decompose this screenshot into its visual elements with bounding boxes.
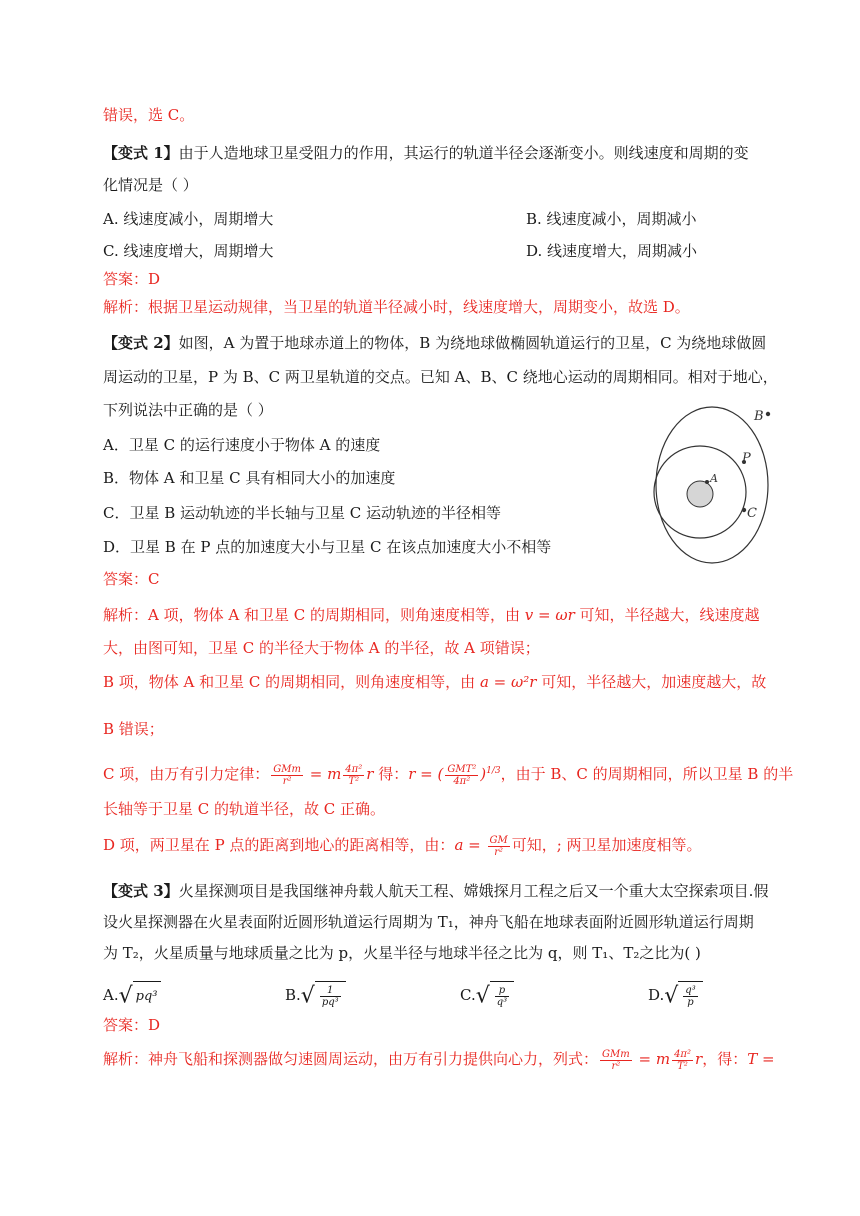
v2-analysis-b-text1: B 项，物体 A 和卫星 C 的周期相同，则角速度相等，由 bbox=[103, 673, 480, 691]
v3-option-c-formula: √ $\frac{p}{\text{q³}}$ bbox=[476, 981, 514, 1012]
v3-answer: 答案：D bbox=[103, 1016, 161, 1034]
v2-formula-radius: r = ( $\frac{\text{GMT²}}{\text{4π²}}$ )$^{1/3}$ bbox=[408, 763, 501, 787]
v2-analysis-d-text1: D 项，两卫星在 P 点的距离到地心的距离相等，由： bbox=[103, 836, 455, 854]
intro-text: 错误，选 C。 bbox=[103, 106, 195, 124]
v1-stem-text1: 由于人造地球卫星受阻力的作用，其运行的轨道半径会逐渐变小。则线速度和周期的变 bbox=[178, 144, 749, 162]
v2-analysis-a-line2: 大，由图可知，卫星 C 的半径大于物体 A 的半径，故 A 项错误； bbox=[103, 639, 540, 657]
v3-analysis bbox=[103, 1044, 775, 1074]
v2-analysis-d bbox=[103, 830, 702, 860]
v1-analysis: 解析：根据卫星运动规律，当卫星的轨道半径减小时，线速度增大，周期变小，故选 D。 bbox=[103, 298, 690, 316]
v2-stem-line2: 周运动的卫星，P 为 B、C 两卫星轨道的交点。已知 A、B、C 绕地心运动的周期相同。相对于地心， bbox=[103, 368, 778, 386]
v2-formula-gravity: $\frac{\text{GMm}}{\text{r²}}$ = m $\frac{\text{4π²}}{\text{T²}}$ r bbox=[273, 763, 374, 787]
v1-stem-line2: 化情况是（ ） bbox=[103, 176, 198, 194]
orbit-b-ellipse bbox=[656, 407, 768, 563]
v3-stem-line1 bbox=[103, 880, 768, 902]
point-a-dot bbox=[705, 480, 709, 484]
v3-stem-line3: 为 T₂，火星质量与地球质量之比为 p，火星半径与地球半径之比为 q，则 T₁、T₂之比为( ) bbox=[103, 944, 701, 962]
v1-title: 【变式 1】 bbox=[103, 144, 179, 162]
v3-title: 【变式 3】 bbox=[103, 882, 179, 900]
label-b: B bbox=[754, 409, 764, 424]
v3-option-a bbox=[103, 980, 161, 1010]
v3-formula-t: T = bbox=[747, 1050, 775, 1068]
v2-analysis-c-text2: 得： bbox=[373, 765, 409, 783]
v3-option-d-letter: D. bbox=[648, 986, 665, 1004]
v3-option-a-letter: A. bbox=[103, 986, 119, 1004]
v2-formula-a-gm-r2: a = $\frac{GM}{\text{r²}}$ bbox=[454, 834, 508, 858]
v1-option-d: D. 线速度增大，周期减小 bbox=[526, 242, 698, 260]
point-c-dot bbox=[742, 508, 746, 512]
label-p: P bbox=[742, 451, 751, 466]
v2-option-b: B．物体 A 和卫星 C 具有相同大小的加速度 bbox=[103, 469, 396, 487]
v3-option-b-letter: B. bbox=[285, 986, 301, 1004]
v3-option-d-formula: √ $\frac{\text{q³}}{p}$ bbox=[664, 981, 702, 1012]
v3-option-b-formula: √ $\frac{1}{\text{pq³}}$ bbox=[301, 981, 346, 1012]
v3-stem-text1: 火星探测项目是我国继神舟载人航天工程、嫦娥探月工程之后又一个重大太空探索项目.假 bbox=[178, 882, 769, 900]
v1-option-a: A. 线速度减小，周期增大 bbox=[103, 210, 274, 228]
v3-option-b bbox=[285, 980, 346, 1010]
v2-formula-a-omega2-r: a = ω²r bbox=[479, 673, 537, 691]
v2-option-a: A．卫星 C 的运行速度小于物体 A 的速度 bbox=[103, 436, 381, 454]
v2-analysis-a-text2: 可知，半径越大，线速度越 bbox=[574, 606, 760, 624]
v1-answer: 答案：D bbox=[103, 270, 161, 288]
point-b-dot bbox=[766, 412, 770, 416]
v2-answer: 答案：C bbox=[103, 570, 160, 588]
v2-analysis-d-text2: 可知，; 两卫星加速度相等。 bbox=[511, 836, 702, 854]
orbit-diagram bbox=[650, 400, 775, 565]
v3-formula-gravity: $\frac{\text{GMm}}{\text{r²}}$ = m $\frac{\text{4π²}}{\text{T²}}$ r bbox=[602, 1048, 703, 1072]
v2-stem-text1: 如图，A 为置于地球赤道上的物体，B 为绕地球做椭圆轨道运行的卫星，C 为绕地球做圆 bbox=[178, 334, 767, 352]
v3-option-c bbox=[460, 980, 514, 1010]
v2-formula-v-omega-r: v = ωr bbox=[524, 606, 575, 624]
v2-analysis-b-line2: B 错误； bbox=[103, 720, 164, 738]
v1-stem-line1 bbox=[103, 142, 749, 164]
v2-analysis-a-line1 bbox=[103, 604, 760, 626]
v3-option-a-formula: √ pq³ bbox=[119, 981, 161, 1012]
v2-analysis-c-line2: 长轴等于卫星 C 的轨道半径，故 C 正确。 bbox=[103, 800, 386, 818]
label-c: C bbox=[747, 506, 757, 521]
v2-analysis-c-line1 bbox=[103, 756, 793, 786]
label-a: A bbox=[710, 472, 718, 485]
v2-option-d: D．卫星 B 在 P 点的加速度大小与卫星 C 在该点加速度大小不相等 bbox=[103, 538, 552, 556]
v2-analysis-b-line1 bbox=[103, 671, 766, 693]
v2-option-c: C．卫星 B 运动轨迹的半长轴与卫星 C 运动轨迹的半径相等 bbox=[103, 504, 502, 522]
v2-stem-line3: 下列说法中正确的是（ ） bbox=[103, 401, 273, 419]
v3-analysis-text2: ，得： bbox=[702, 1050, 748, 1068]
v2-analysis-b-text2: 可知，半径越大，加速度越大，故 bbox=[536, 673, 767, 691]
v3-analysis-text1: 解析：神舟飞船和探测器做匀速圆周运动，由万有引力提供向心力，列式： bbox=[103, 1050, 599, 1068]
v1-option-c: C. 线速度增大，周期增大 bbox=[103, 242, 274, 260]
v2-analysis-c-text3: ，由于 B、C 的周期相同，所以卫星 B 的半 bbox=[500, 765, 794, 783]
v2-analysis-a-text1: 解析：A 项，物体 A 和卫星 C 的周期相同，则角速度相等，由 bbox=[103, 606, 525, 624]
v1-option-b: B. 线速度减小，周期减小 bbox=[526, 210, 697, 228]
v3-stem-line2: 设火星探测器在火星表面附近圆形轨道运行周期为 T₁，神舟飞船在地球表面附近圆形轨道运行周期 bbox=[103, 913, 754, 931]
v2-analysis-c-text1: C 项，由万有引力定律： bbox=[103, 765, 270, 783]
v3-option-c-letter: C. bbox=[460, 986, 476, 1004]
v2-stem-line1 bbox=[103, 332, 766, 354]
v3-option-d bbox=[648, 980, 703, 1010]
v2-title: 【变式 2】 bbox=[103, 334, 179, 352]
